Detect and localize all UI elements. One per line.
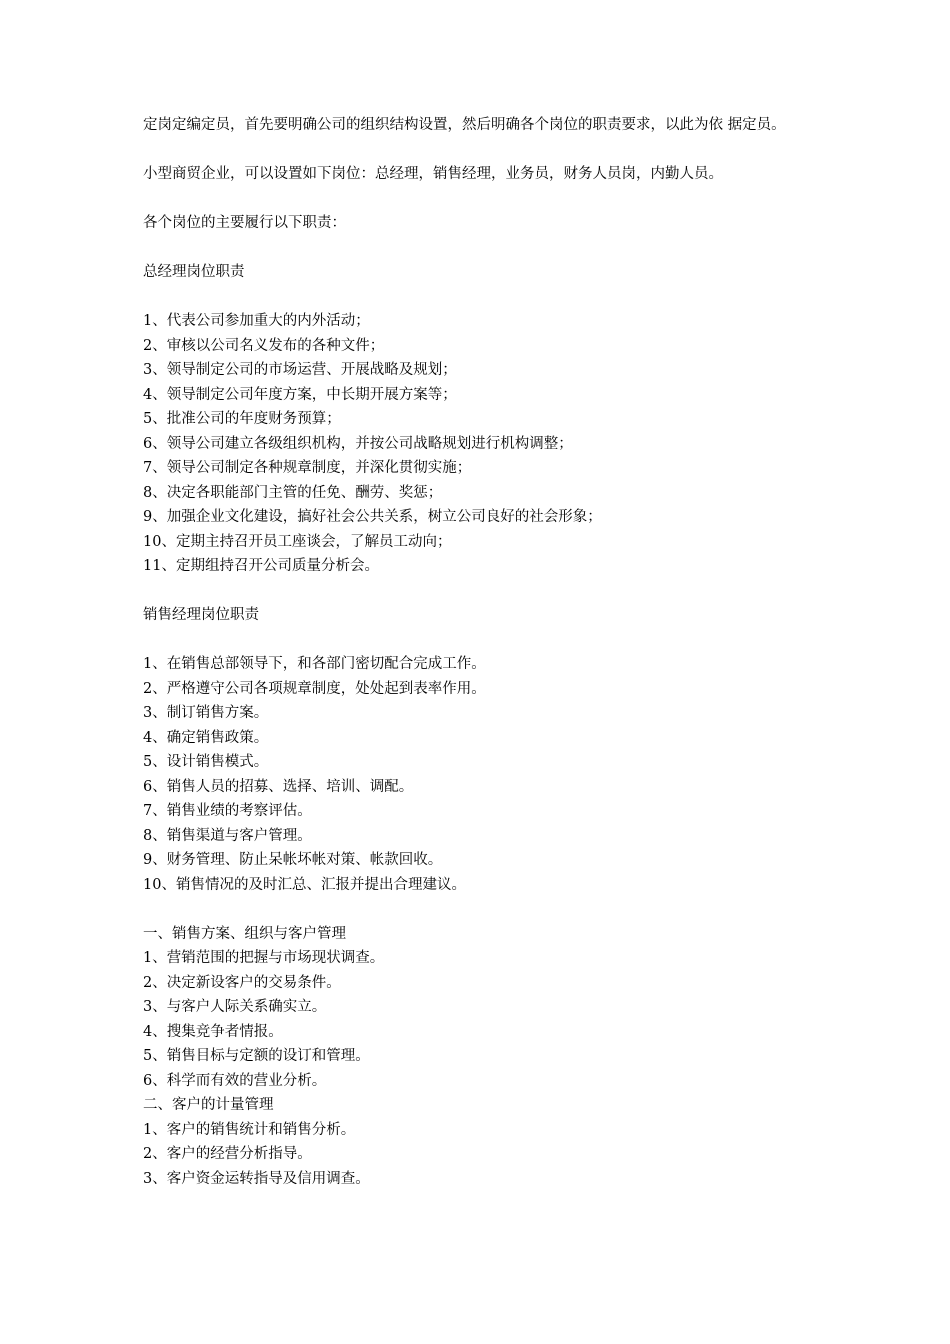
list-item: 1、客户的销售统计和销售分析。 (143, 1121, 356, 1138)
sales-plan-list (143, 946, 808, 1093)
gm-duty-list (143, 309, 808, 579)
list-item: 1、营销范围的把握与市场现状调查。 (143, 950, 385, 966)
intro-paragraph-1: 定岗定编定员，首先要明确公司的组织结构设置，然后明确各个岗位的职责要求，以此为依 据定员。 (143, 117, 786, 133)
spacer (143, 187, 808, 212)
list-item: 5、销售目标与定额的设订和管理。 (143, 1048, 370, 1064)
list-item: 2、审核以公司名义发布的各种文件； (143, 337, 385, 354)
list-item: 9、加强企业文化建设，搞好社会公共关系，树立公司良好的社会形象； (143, 509, 602, 525)
sales-plan-heading: 一、销售方案、组织与客户管理 (143, 925, 346, 942)
list-item: 1、代表公司参加重大的内外活动； (143, 313, 370, 329)
list-item: 2、严格遵守公司各项规章制度，处处起到表率作用。 (143, 680, 486, 697)
list-item: 5、批准公司的年度财务预算； (143, 411, 341, 427)
list-item: 5、设计销售模式。 (143, 754, 269, 770)
spacer (143, 897, 808, 922)
list-item: 4、搜集竞争者情报。 (143, 1023, 283, 1040)
spacer (143, 138, 808, 163)
spacer (143, 285, 808, 310)
list-item: 6、领导公司建立各级组织机构，并按公司战略规划进行机构调整； (143, 435, 573, 452)
list-item: 10、销售情况的及时汇总、汇报并提出合理建议。 (143, 876, 466, 893)
list-item: 1、在销售总部领导下，和各部门密切配合完成工作。 (143, 656, 486, 672)
list-item: 11、定期组持召开公司质量分析会。 (143, 558, 379, 574)
list-item: 3、制订销售方案。 (143, 705, 269, 721)
document-page (143, 113, 808, 1191)
list-item: 10、定期主持召开员工座谈会，了解员工动向； (143, 533, 452, 550)
intro-paragraph-2: 小型商贸企业，可以设置如下岗位：总经理，销售经理，业务员，财务人员岗，内勤人员。 (143, 166, 723, 182)
list-item: 6、销售人员的招募、选择、培训、调配。 (143, 778, 414, 795)
list-item: 8、销售渠道与客户管理。 (143, 827, 312, 844)
list-item: 4、领导制定公司年度方案，中长期开展方案等； (143, 386, 457, 403)
spacer (143, 628, 808, 653)
sm-duty-list (143, 652, 808, 897)
sm-section-heading: 销售经理岗位职责 (143, 607, 259, 623)
list-item: 7、销售业绩的考察评估。 (143, 803, 312, 819)
list-item: 2、客户的经营分析指导。 (143, 1146, 312, 1162)
list-item: 4、确定销售政策。 (143, 729, 269, 746)
gm-section-heading: 总经理岗位职责 (143, 264, 245, 280)
list-item: 2、决定新设客户的交易条件。 (143, 974, 341, 991)
spacer (143, 579, 808, 604)
list-item: 3、与客户人际关系确实立。 (143, 999, 327, 1015)
customer-metrics-list (143, 1118, 808, 1192)
list-item: 3、领导制定公司的市场运营、开展战略及规划； (143, 362, 457, 378)
intro-paragraph-3: 各个岗位的主要履行以下职责： (143, 215, 346, 231)
list-item: 6、科学而有效的营业分析。 (143, 1072, 327, 1089)
list-item: 8、决定各职能部门主管的任免、酬劳、奖惩； (143, 484, 443, 501)
customer-metrics-heading: 二、客户的计量管理 (143, 1097, 274, 1113)
list-item: 7、领导公司制定各种规章制度，并深化贯彻实施； (143, 460, 472, 476)
list-item: 3、客户资金运转指导及信用调查。 (143, 1170, 370, 1187)
list-item: 9、财务管理、防止呆帐坏帐对策、帐款回收。 (143, 852, 443, 868)
spacer (143, 236, 808, 261)
